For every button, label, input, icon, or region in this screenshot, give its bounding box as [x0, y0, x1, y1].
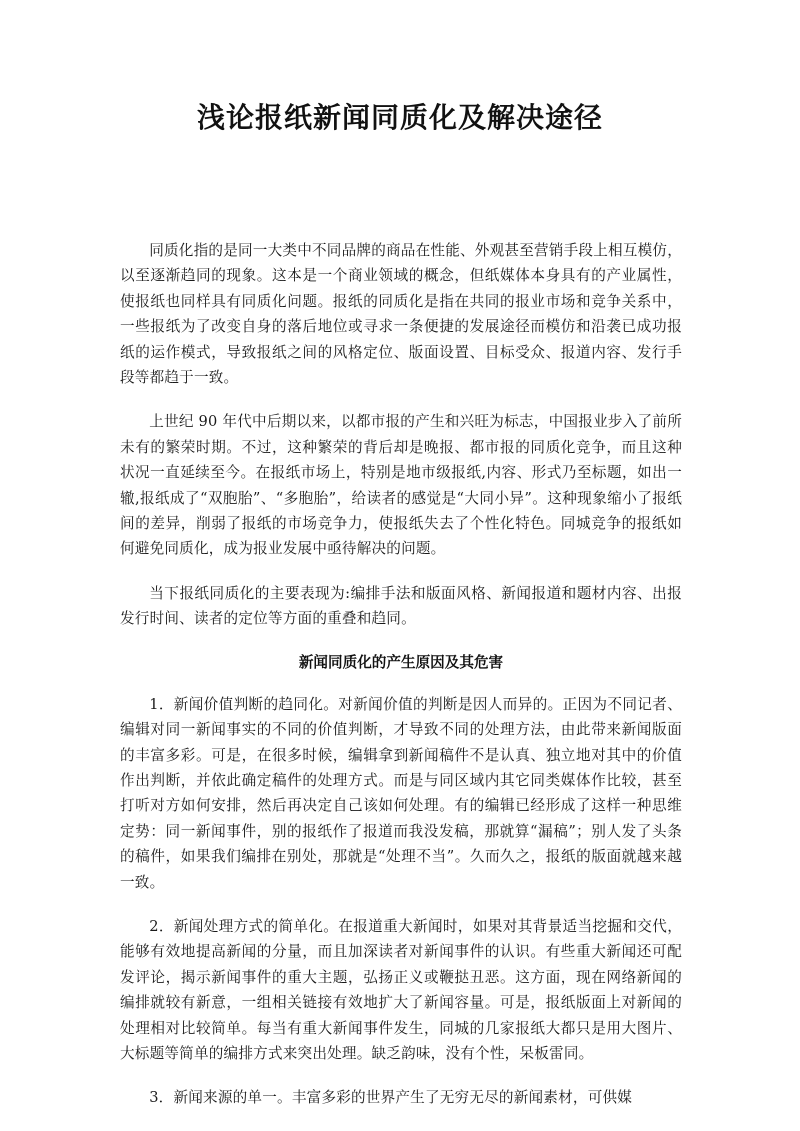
section-heading: 新闻同质化的产生原因及其危害: [298, 653, 504, 671]
document-title: 浅论报纸新闻同质化及解决途径: [196, 101, 603, 134]
section-paragraph-3: 3．新闻来源的单一。丰富多彩的世界产生了无穷无尽的新闻素材，可供媒: [149, 1089, 633, 1107]
intro-paragraph-3: 当下报纸同质化的主要表现为:编排手法和版面风格、新闻报道和题材内容、出报发行时间、读者的定位等方面的重叠和趋同。: [120, 584, 682, 628]
intro-paragraph-1: 同质化指的是同一大类中不同品牌的商品在性能、外观甚至营销手段上相互模仿，以至逐渐趋同的现象。这本是一个商业领域的概念，但纸媒体本身具有的产业属性，使报纸也同样具有同质化问题。报纸的同质化是指在共同的报业市场和竞争关系中，一些报纸为了改变自身的落后地位或寻求一条便捷的发展途径而模仿和沿袭已成功报纸的运作模式，导致报纸之间的风格定位、版面设置、目标受众、报道内容、发行手段等都趋于一致。: [120, 242, 682, 387]
intro-paragraph-2: 上世纪 90 年代中后期以来，以都市报的产生和兴旺为标志，中国报业步入了前所未有的繁荣时期。不过，这种繁荣的背后却是晚报、都市报的同质化竞争，而且这种状况一直延续至今。在报纸市场上，特别是地市级报纸,内容、形式乃至标题，如出一辙,报纸成了“双胞胎”、“多胞胎”，给读者的感觉是“大同小异”。这种现象缩小了报纸间的差异，削弱了报纸的市场竞争力，使报纸失去了个性化特色。同城竞争的报纸如何避免同质化，成为报业发展中亟待解决的问题。: [120, 413, 682, 558]
document-body: [120, 238, 682, 1130]
section-paragraph-1: 1．新闻价值判断的趋同化。对新闻价值的判断是因人而异的。正因为不同记者、编辑对同一新闻事实的不同的价值判断，才导致不同的处理方法，由此带来新闻版面的丰富多彩。可是，在很多时候，编辑拿到新闻稿件不是认真、独立地对其中的价值作出判断，并依此确定稿件的处理方式。而是与同区域内其它同类媒体作比较，甚至打听对方如何安排，然后再决定自己该如何处理。有的编辑已经形成了这样一种思维定势：同一新闻事件，别的报纸作了报道而我没发稿，那就算“漏稿”；别人发了头条的稿件，如果我们编排在别处，那就是“处理不当”。久而久之，报纸的版面就越来越一致。: [120, 695, 682, 891]
section-paragraph-2: 2．新闻处理方式的简单化。在报道重大新闻时，如果对其背景适当挖掘和交代，能够有效地提高新闻的分量，而且加深读者对新闻事件的认识。有些重大新闻还可配发评论，揭示新闻事件的重大主题，弘扬正义或鞭挞丑恶。这方面，现在网络新闻的编排就较有新意，一组相关链接有效地扩大了新闻容量。可是，报纸版面上对新闻的处理相对比较简单。每当有重大新闻事件发生，同城的几家报纸大都只是用大图片、大标题等简单的编排方式来突出处理。缺乏韵味，没有个性，呆板雷同。: [120, 917, 682, 1062]
